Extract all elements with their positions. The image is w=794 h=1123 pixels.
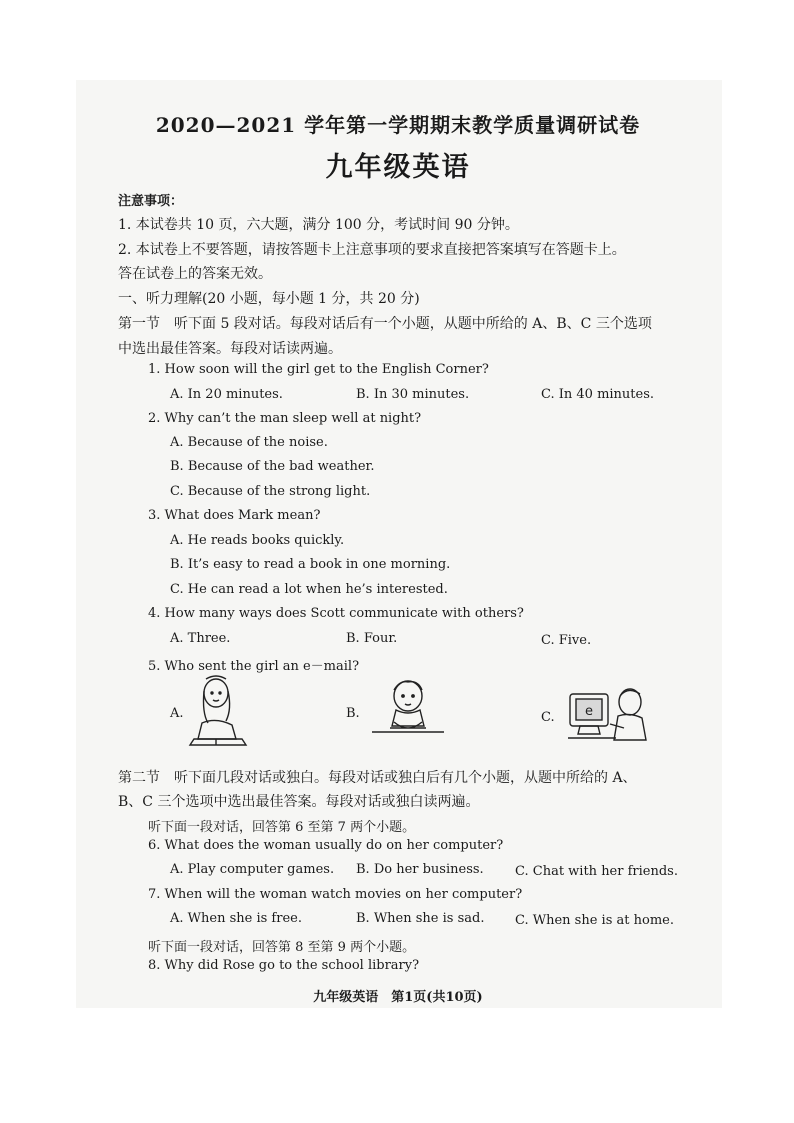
q3-option-c: C. He can read a lot when he’s interested. (170, 582, 448, 597)
question-8: 8. Why did Rose go to the school library? (148, 958, 420, 973)
q4-option-c: C. Five. (541, 633, 592, 648)
q5-option-c: C. (541, 710, 555, 725)
q4-option-a: A. Three. (170, 631, 231, 646)
part1-heading: 一、听力理解(20 小题，每小题 1 分，共 20 分) (118, 291, 420, 307)
q5-option-b: B. (346, 706, 360, 721)
q2-option-b: B. Because of the bad weather. (170, 459, 375, 474)
q3-option-b: B. It’s easy to read a book in one morning. (170, 557, 451, 572)
q4-option-b: B. Four. (346, 631, 398, 646)
q6-option-c: C. Chat with her friends. (515, 864, 678, 879)
person-computer-icon (566, 684, 650, 744)
section1-instr-cont: 中选出最佳答案。每段对话读两遍。 (118, 341, 342, 357)
notes-item-1: 1. 本试卷共 10 页，六大题，满分 100 分，考试时间 90 分钟。 (118, 217, 519, 233)
q1-option-c: C. In 40 minutes. (541, 387, 655, 402)
instr-q8-q9: 听下面一段对话，回答第 8 至第 9 两个小题。 (148, 940, 416, 955)
question-4: 4. How many ways does Scott communicate with others? (148, 606, 524, 621)
question-7: 7. When will the woman watch movies on her computer? (148, 887, 523, 902)
screen-letter: e (585, 704, 593, 719)
notes-heading: 注意事项： (118, 194, 184, 209)
question-2: 2. Why can’t the man sleep well at night? (148, 411, 422, 426)
section1-instr: 第一节 听下面 5 段对话。每段对话后有一个小题，从题中所给的 A、B、C 三个选项 (118, 316, 652, 332)
notes-item-2-cont: 答在试卷上的答案无效。 (118, 266, 272, 282)
exam-subject: 九年级英语 (325, 152, 471, 183)
question-6: 6. What does the woman usually do on her computer? (148, 838, 504, 853)
section2-instr-cont: B、C 三个选项中选出最佳答案。每段对话或独白读两遍。 (118, 794, 480, 810)
question-3: 3. What does Mark mean? (148, 508, 321, 523)
girl-reading-icon (188, 673, 250, 749)
notes-item-2: 2. 本试卷上不要答题，请按答题卡上注意事项的要求直接把答案填写在答题卡上。 (118, 242, 626, 258)
exam-title: 2020—2021 学年第一学期期末教学质量调研试卷 (155, 113, 641, 137)
q6-option-b: B. Do her business. (356, 862, 484, 877)
section2-instr: 第二节 听下面几段对话或独白。每段对话或独白后有几个小题，从题中所给的 A、 (118, 770, 637, 786)
q2-option-a: A. Because of the noise. (170, 435, 328, 450)
question-1: 1. How soon will the girl get to the English Corner? (148, 362, 489, 377)
question-5: 5. Who sent the girl an e－mail? (148, 659, 360, 674)
q5-option-a: A. (170, 706, 184, 721)
q1-option-a: A. In 20 minutes. (170, 387, 283, 402)
q6-option-a: A. Play computer games. (170, 862, 335, 877)
instr-q6-q7: 听下面一段对话，回答第 6 至第 7 两个小题。 (148, 820, 416, 835)
q7-option-c: C. When she is at home. (515, 913, 674, 928)
q1-option-b: B. In 30 minutes. (356, 387, 470, 402)
q2-option-c: C. Because of the strong light. (170, 484, 371, 499)
boy-writing-icon (370, 676, 446, 742)
q7-option-b: B. When she is sad. (356, 911, 485, 926)
q3-option-a: A. He reads books quickly. (170, 533, 345, 548)
q7-option-a: A. When she is free. (170, 911, 302, 926)
page-footer: 九年级英语 第1页(共10页) (313, 990, 483, 1005)
